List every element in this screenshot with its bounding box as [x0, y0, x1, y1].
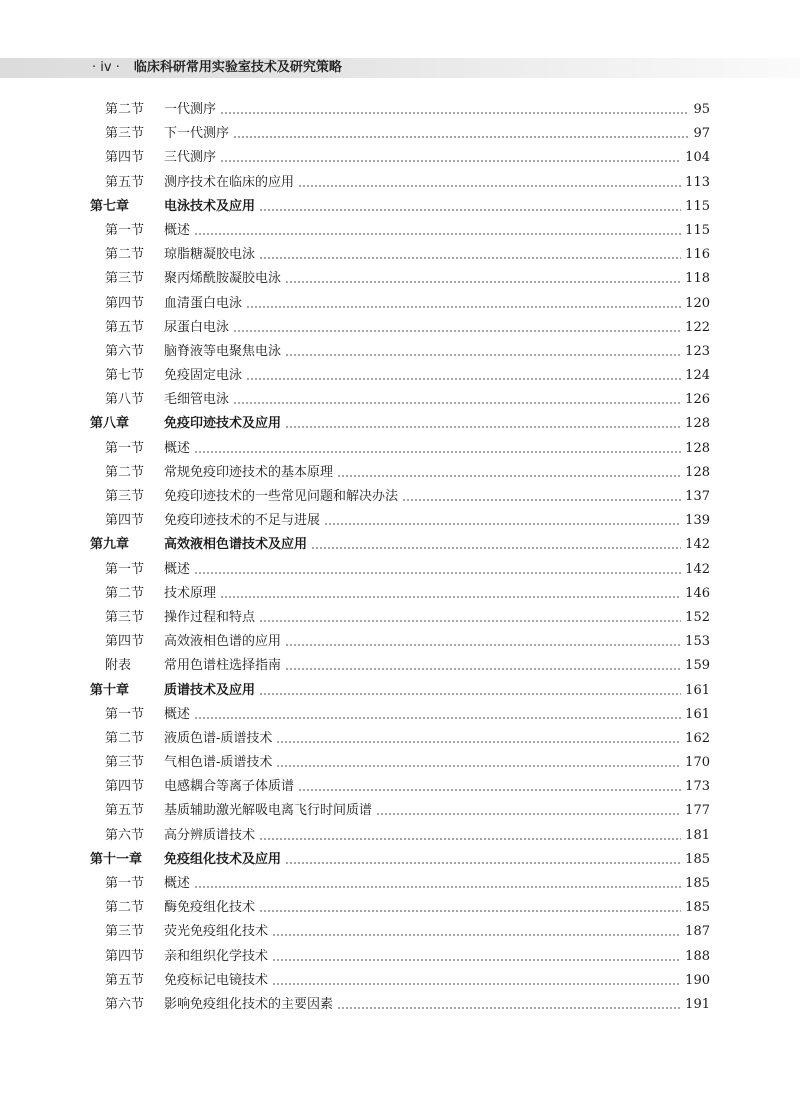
toc-chapter-entry: [0, 533, 800, 557]
running-header: [92, 58, 342, 78]
toc-entry-page: 146: [683, 582, 710, 606]
toc-entry-page: 170: [683, 751, 710, 775]
toc-entry-label: 第五节: [105, 803, 145, 819]
dot-leader: [376, 813, 681, 815]
toc-entry-title: 测序技术在临床的应用: [164, 174, 295, 190]
toc-entry-label: 第十章: [90, 682, 130, 698]
toc-entry-label: 第八章: [90, 416, 130, 432]
toc-entry-title: 琼脂糖凝胶电泳: [164, 247, 256, 263]
dot-leader: [272, 983, 681, 985]
toc-entry-label: 第四节: [105, 513, 145, 529]
toc-entry-title: 液质色谱-质谱技术: [164, 730, 273, 746]
toc-entry-label: 第一节: [105, 561, 145, 577]
toc-entry-label: 附表: [105, 658, 132, 674]
toc-entry-label: 第五节: [105, 174, 145, 190]
toc-section-entry: [0, 267, 800, 291]
toc-entry-label: 第一节: [105, 876, 145, 891]
toc-entry-page: 95: [691, 98, 710, 122]
toc-entry-page: 116: [683, 243, 710, 267]
toc-entry-label: 第六节: [105, 343, 145, 359]
toc-section-entry: [0, 122, 800, 146]
dot-leader: [246, 378, 681, 380]
toc-entry-label: 第八节: [105, 392, 145, 408]
toc-entry-label: 第二节: [105, 247, 145, 263]
toc-entry-label: 第一节: [105, 222, 145, 238]
toc-section-entry: [0, 437, 800, 461]
dot-leader: [259, 257, 681, 259]
dot-leader: [220, 596, 681, 598]
dot-leader: [259, 209, 681, 211]
toc-entry-title: 操作过程和特点: [164, 609, 256, 625]
toc-entry-page: 124: [683, 364, 710, 388]
toc-section-entry: [0, 509, 800, 533]
toc-entry-title: 酶免疫组化技术: [164, 900, 256, 916]
toc-entry-label: 第四节: [105, 948, 145, 964]
toc-section-entry: [0, 558, 800, 582]
toc-section-entry: [0, 219, 800, 243]
toc-entry-label: 第十一章: [90, 851, 143, 867]
toc-entry-title: 免疫印迹技术及应用: [164, 416, 282, 432]
toc-section-entry: [0, 775, 800, 799]
toc-entry-page: 161: [683, 703, 710, 727]
toc-entry-page: 137: [683, 485, 710, 509]
toc-entry-label: 第三节: [105, 489, 145, 504]
dot-leader: [285, 281, 681, 283]
toc-chapter-entry: [0, 679, 800, 703]
toc-entry-label: 第四节: [105, 634, 145, 650]
toc-entry-page: 181: [683, 824, 710, 848]
toc-entry-page: 115: [683, 219, 710, 243]
toc-entry-label: 第七章: [90, 198, 130, 214]
toc-section-entry: [0, 292, 800, 316]
toc-entry-title: 免疫印迹技术的一些常见问题和解决办法: [164, 489, 399, 504]
dot-leader: [194, 451, 681, 453]
toc-entry-title: 高分辨质谱技术: [164, 827, 256, 843]
toc-section-entry: [0, 969, 800, 993]
dot-leader: [285, 354, 681, 356]
toc-entry-page: 185: [683, 848, 710, 872]
toc-entry-page: 188: [683, 945, 710, 969]
toc-section-entry: [0, 243, 800, 267]
toc-entry-page: 128: [683, 437, 710, 461]
toc-entry-label: 第一节: [105, 706, 145, 722]
dot-leader: [298, 789, 681, 791]
toc-entry-title: 一代测序: [164, 102, 217, 117]
toc-entry-title: 血清蛋白电泳: [164, 295, 243, 311]
toc-section-entry: [0, 993, 800, 1017]
toc-section-entry: [0, 146, 800, 170]
toc-entry-title: 基质辅助激光解吸电离飞行时间质谱: [164, 803, 373, 819]
toc-section-entry: [0, 316, 800, 340]
dot-leader: [233, 136, 689, 138]
dot-leader: [259, 838, 681, 840]
toc-chapter-entry: [0, 195, 800, 219]
toc-entry-page: 115: [683, 195, 710, 219]
toc-entry-page: 97: [691, 122, 710, 146]
page-number: · iv ·: [92, 60, 120, 75]
table-of-contents: [0, 98, 800, 1017]
toc-entry-label: 第三节: [105, 924, 145, 940]
toc-entry-label: 第六节: [105, 827, 145, 843]
toc-section-entry: [0, 98, 800, 122]
toc-section-entry: [0, 799, 800, 823]
dot-leader: [272, 959, 681, 961]
toc-entry-title: 高效液相色谱技术及应用: [164, 537, 308, 553]
toc-entry-label: 第二节: [105, 102, 145, 117]
toc-entry-title: 免疫标记电镜技术: [164, 972, 269, 988]
toc-entry-page: 122: [683, 316, 710, 340]
toc-entry-page: 118: [683, 267, 710, 291]
dot-leader: [276, 765, 681, 767]
toc-section-entry: [0, 751, 800, 775]
toc-section-entry: [0, 388, 800, 412]
toc-chapter-entry: [0, 848, 800, 872]
dot-leader: [285, 426, 681, 428]
dot-leader: [324, 523, 681, 525]
dot-leader: [285, 862, 681, 864]
toc-entry-title: 免疫印迹技术的不足与进展: [164, 513, 321, 529]
toc-entry-label: 第三节: [105, 609, 145, 625]
toc-entry-title: 电泳技术及应用: [164, 198, 256, 214]
toc-section-entry: [0, 340, 800, 364]
toc-entry-label: 第二节: [105, 464, 145, 480]
dot-leader: [246, 306, 681, 308]
dot-leader: [298, 185, 681, 187]
toc-entry-page: 185: [683, 872, 710, 896]
dot-leader: [220, 160, 681, 162]
dot-leader: [233, 402, 681, 404]
toc-entry-title: 下一代测序: [164, 126, 230, 142]
dot-leader: [220, 112, 689, 114]
toc-entry-label: 第二节: [105, 730, 145, 746]
toc-entry-page: 190: [683, 969, 710, 993]
toc-entry-label: 第四节: [105, 295, 145, 311]
dot-leader: [402, 499, 681, 501]
toc-appendix-entry: [0, 654, 800, 678]
toc-entry-title: 荧光免疫组化技术: [164, 924, 269, 940]
toc-entry-title: 脑脊液等电聚焦电泳: [164, 343, 282, 359]
toc-entry-title: 影响免疫组化技术的主要因素: [164, 996, 334, 1012]
dot-leader: [194, 233, 681, 235]
dot-leader: [272, 934, 681, 936]
toc-entry-page: 152: [683, 606, 710, 630]
toc-entry-page: 113: [683, 171, 710, 195]
dot-leader: [276, 741, 681, 743]
toc-entry-label: 第二节: [105, 900, 145, 916]
dot-leader: [194, 572, 681, 574]
toc-entry-title: 技术原理: [164, 585, 217, 601]
toc-entry-label: 第五节: [105, 319, 145, 335]
toc-entry-label: 第三节: [105, 271, 145, 287]
toc-chapter-entry: [0, 412, 800, 436]
toc-entry-page: 104: [683, 146, 710, 170]
toc-entry-page: 153: [683, 630, 710, 654]
toc-section-entry: [0, 872, 800, 896]
toc-entry-title: 电感耦合等离子体质谱: [164, 779, 295, 795]
toc-entry-title: 高效液相色谱的应用: [164, 634, 282, 650]
toc-entry-page: 128: [683, 461, 710, 485]
dot-leader: [285, 644, 681, 646]
toc-entry-page: 142: [683, 533, 710, 557]
toc-entry-page: 187: [683, 920, 710, 944]
toc-entry-label: 第四节: [105, 779, 145, 795]
toc-entry-label: 第四节: [105, 150, 145, 166]
toc-entry-page: 128: [683, 412, 710, 436]
toc-entry-title: 气相色谱-质谱技术: [164, 755, 273, 771]
toc-entry-title: 三代测序: [164, 150, 217, 166]
toc-entry-title: 免疫固定电泳: [164, 368, 243, 384]
toc-section-entry: [0, 824, 800, 848]
toc-entry-label: 第一节: [105, 440, 145, 456]
toc-entry-page: 123: [683, 340, 710, 364]
toc-entry-label: 第二节: [105, 585, 145, 601]
dot-leader: [194, 717, 681, 719]
toc-entry-page: 139: [683, 509, 710, 533]
toc-entry-title: 概述: [164, 876, 191, 891]
toc-entry-label: 第五节: [105, 972, 145, 988]
toc-section-entry: [0, 364, 800, 388]
toc-entry-page: 120: [683, 292, 710, 316]
toc-entry-title: 常用色谱柱选择指南: [164, 658, 282, 674]
toc-entry-label: 第六节: [105, 996, 145, 1012]
toc-entry-title: 免疫组化技术及应用: [164, 851, 282, 867]
toc-entry-title: 概述: [164, 561, 191, 577]
toc-entry-page: 191: [683, 993, 710, 1017]
toc-section-entry: [0, 630, 800, 654]
dot-leader: [259, 693, 681, 695]
dot-leader: [337, 1007, 681, 1009]
dot-leader: [233, 330, 681, 332]
toc-entry-label: 第三节: [105, 755, 145, 771]
toc-section-entry: [0, 582, 800, 606]
dot-leader: [311, 547, 681, 549]
toc-entry-page: 177: [683, 799, 710, 823]
toc-entry-page: 159: [683, 654, 710, 678]
toc-entry-page: 173: [683, 775, 710, 799]
toc-entry-title: 尿蛋白电泳: [164, 319, 230, 335]
toc-entry-label: 第三节: [105, 126, 145, 142]
book-title: 临床科研常用实验室技术及研究策略: [133, 60, 342, 75]
toc-entry-title: 亲和组织化学技术: [164, 948, 269, 964]
toc-section-entry: [0, 461, 800, 485]
toc-entry-title: 毛细管电泳: [164, 392, 230, 408]
toc-entry-title: 概述: [164, 706, 191, 722]
toc-section-entry: [0, 727, 800, 751]
toc-entry-page: 126: [683, 388, 710, 412]
toc-entry-page: 185: [683, 896, 710, 920]
dot-leader: [337, 475, 681, 477]
toc-section-entry: [0, 703, 800, 727]
toc-entry-page: 161: [683, 679, 710, 703]
dot-leader: [194, 886, 681, 888]
toc-entry-label: 第七节: [105, 368, 145, 384]
toc-entry-label: 第九章: [90, 537, 130, 553]
dot-leader: [259, 620, 681, 622]
dot-leader: [285, 668, 681, 670]
toc-entry-title: 质谱技术及应用: [164, 682, 256, 698]
toc-section-entry: [0, 171, 800, 195]
toc-section-entry: [0, 485, 800, 509]
toc-entry-title: 概述: [164, 440, 191, 456]
toc-entry-page: 142: [683, 558, 710, 582]
dot-leader: [259, 910, 681, 912]
toc-section-entry: [0, 896, 800, 920]
toc-entry-title: 聚丙烯酰胺凝胶电泳: [164, 271, 282, 287]
toc-entry-title: 概述: [164, 222, 191, 238]
toc-section-entry: [0, 920, 800, 944]
toc-section-entry: [0, 606, 800, 630]
toc-section-entry: [0, 945, 800, 969]
toc-entry-page: 162: [683, 727, 710, 751]
toc-entry-title: 常规免疫印迹技术的基本原理: [164, 464, 334, 480]
